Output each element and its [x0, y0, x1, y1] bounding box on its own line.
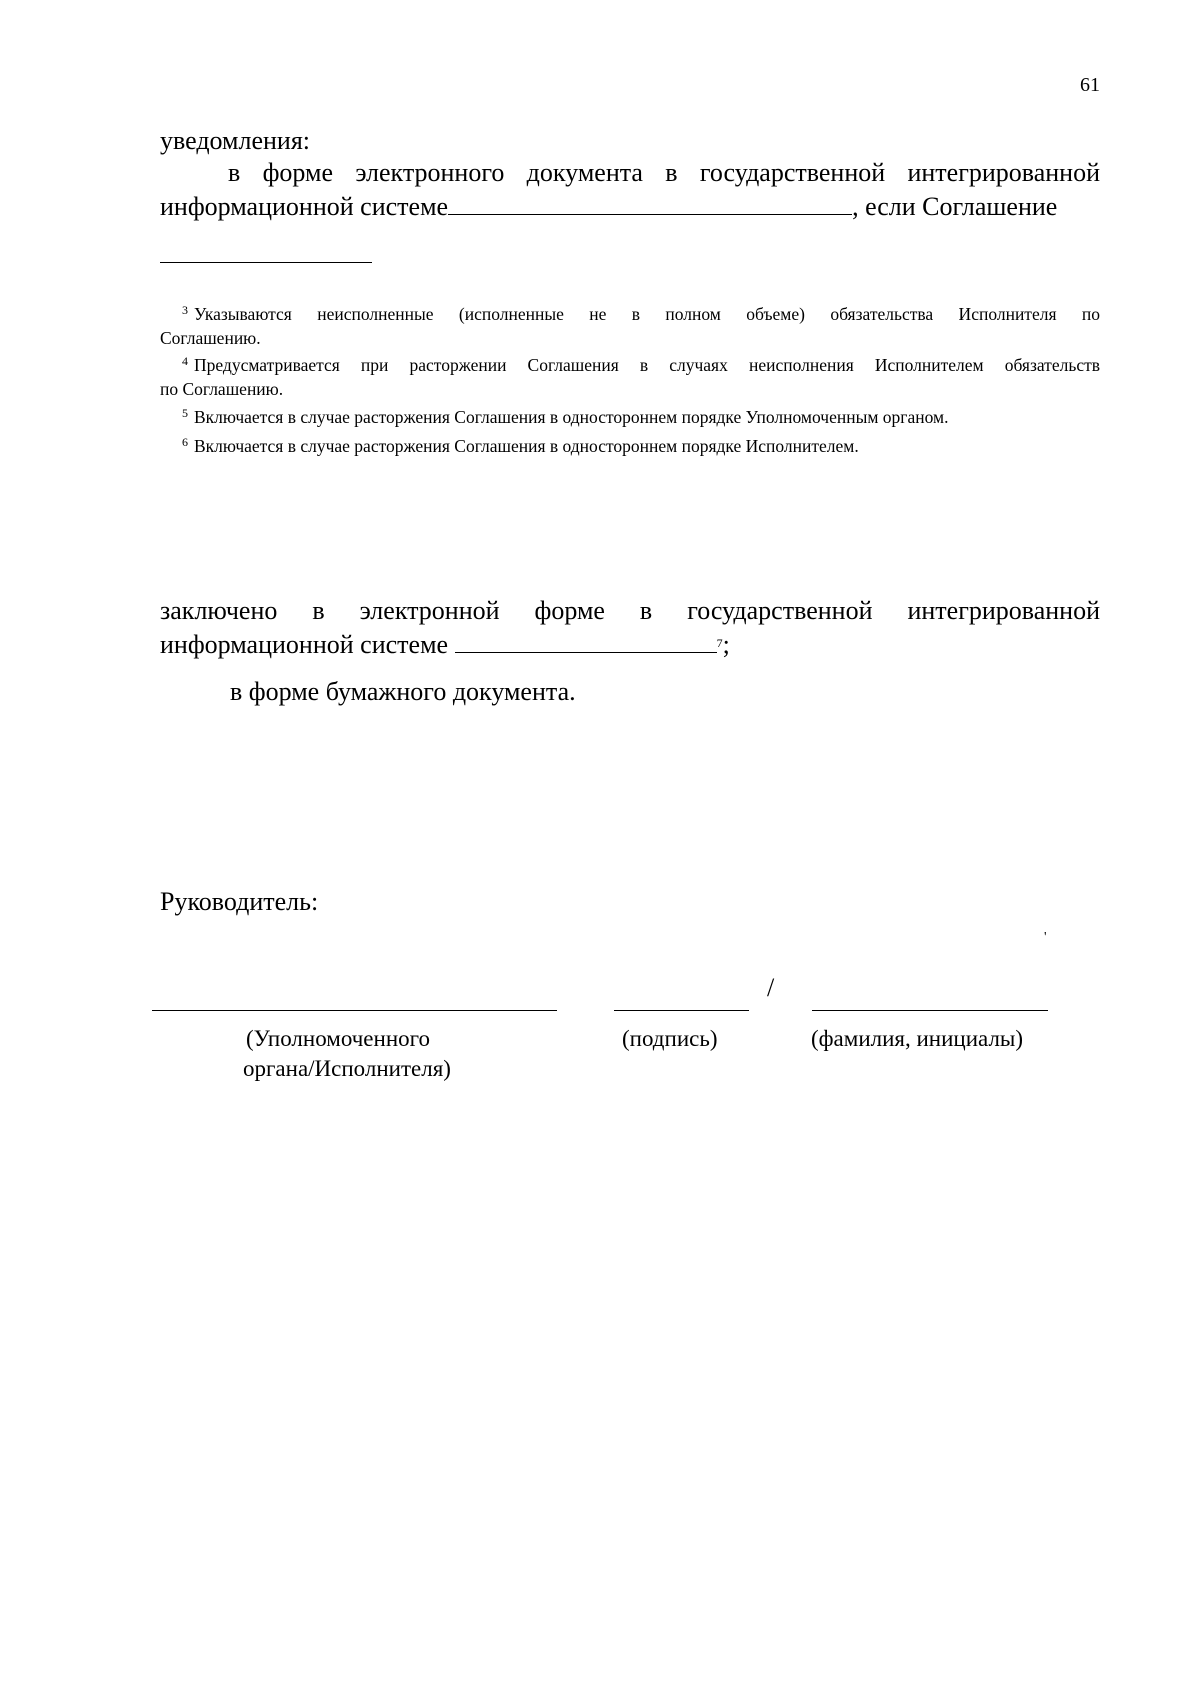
signature-heading: Руководитель:: [160, 887, 319, 916]
notice-intro: уведомления:: [160, 126, 311, 155]
signature-separator: /: [767, 973, 775, 1002]
footnote-5: [160, 405, 1100, 429]
signature-line-organization: [152, 1010, 557, 1011]
notice-electronic-line-2-prefix: информационной системе: [160, 192, 449, 221]
footnote-reference-7: 7: [716, 636, 723, 650]
caption-organization-line-1: (Уполномоченного: [246, 1026, 430, 1051]
continuation-line-1: заключено в электронной форме в государственной интегрированной: [160, 596, 1100, 625]
stray-mark: ': [1044, 930, 1047, 945]
footnote-separator: [160, 262, 372, 263]
system-name-blank: [448, 190, 852, 215]
footnote-text-continued: Соглашению.: [160, 328, 261, 348]
footnote-mark: 3: [182, 303, 188, 317]
continuation-line-2-prefix: информационной системе: [160, 630, 449, 659]
footnote-mark: 5: [182, 406, 188, 420]
footnote-4: [160, 353, 1100, 401]
footnote-3: [160, 302, 1100, 350]
footnote-mark: 6: [182, 435, 188, 449]
footnote-6: [160, 434, 1100, 458]
footnote-text: Указываются неисполненные (исполненные не в полном объеме) обязательства Исполнителя по: [194, 304, 1100, 324]
signature-line-signature: [614, 1010, 749, 1011]
notice-electronic-line-2: [160, 189, 1057, 225]
paper-form-line: в форме бумажного документа.: [230, 677, 576, 706]
caption-signature: (подпись): [622, 1026, 718, 1051]
footnote-text: Включается в случае расторжения Соглашения в одностороннем порядке Исполнителем.: [194, 436, 859, 456]
footnote-text-continued: по Соглашению.: [160, 379, 284, 399]
notice-electronic-line-2-suffix: , если Соглашение: [852, 192, 1058, 221]
continuation-line-2: [160, 627, 730, 663]
continuation-line-2-suffix: ;: [722, 630, 730, 659]
signature-line-name: [812, 1010, 1048, 1011]
notice-electronic-line-1: в форме электронного документа в государственной интегрированной: [228, 158, 1100, 187]
footnote-text: Включается в случае расторжения Соглашения в одностороннем порядке Уполномоченным органом.: [194, 407, 949, 427]
system-name-blank-2: [455, 628, 717, 653]
page-number: 61: [1080, 74, 1100, 96]
footnote-text: Предусматривается при расторжении Соглашения в случаях неисполнения Исполнителем обязательств: [194, 355, 1100, 375]
caption-name: (фамилия, инициалы): [811, 1026, 1024, 1051]
footnote-mark: 4: [182, 354, 188, 368]
caption-organization-line-2: органа/Исполнителя): [243, 1056, 451, 1081]
